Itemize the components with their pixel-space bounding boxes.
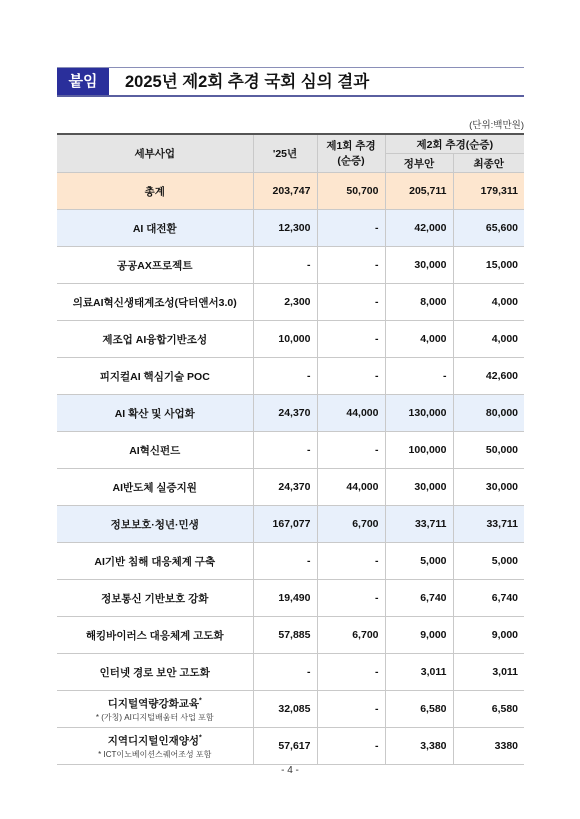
cell-y25: 167,077 — [253, 506, 317, 543]
row-name-cell — [57, 395, 253, 432]
title-bar — [57, 67, 524, 97]
cell-first: - — [317, 432, 385, 469]
cell-first: - — [317, 284, 385, 321]
table-row — [57, 543, 524, 580]
cell-gov: 205,711 — [385, 173, 453, 210]
cell-y25: - — [253, 247, 317, 284]
row-name-cell — [57, 691, 253, 728]
cell-first: - — [317, 728, 385, 765]
row-name: 공공AX프로젝트 — [117, 259, 193, 272]
cell-final: 15,000 — [453, 247, 524, 284]
cell-y25: 10,000 — [253, 321, 317, 358]
cell-gov: 5,000 — [385, 543, 453, 580]
table-body — [57, 173, 524, 765]
cell-y25: 203,747 — [253, 173, 317, 210]
cell-final: 6,580 — [453, 691, 524, 728]
row-footnote-mark: * — [199, 697, 202, 704]
cell-gov: 33,711 — [385, 506, 453, 543]
row-name-cell — [57, 432, 253, 469]
table-row — [57, 247, 524, 284]
cell-final: 65,600 — [453, 210, 524, 247]
row-name: 의료AI혁신생태계조성(닥터앤서3.0) — [72, 296, 237, 309]
budget-table — [57, 133, 524, 765]
row-name-cell — [57, 654, 253, 691]
cell-first: 6,700 — [317, 617, 385, 654]
row-name-cell — [57, 617, 253, 654]
cell-first: - — [317, 247, 385, 284]
table-row — [57, 691, 524, 728]
cell-final: 30,000 — [453, 469, 524, 506]
cell-final: 3,011 — [453, 654, 524, 691]
table-row — [57, 173, 524, 210]
row-name: 총계 — [144, 185, 165, 198]
title-bottom-rule — [57, 95, 524, 97]
cell-y25: - — [253, 654, 317, 691]
row-name-cell — [57, 284, 253, 321]
table-row — [57, 321, 524, 358]
row-name: AI 확산 및 사업화 — [114, 407, 195, 420]
cell-final: 42,600 — [453, 358, 524, 395]
row-footnote-mark: * — [199, 734, 202, 741]
cell-first: - — [317, 543, 385, 580]
row-name-cell — [57, 469, 253, 506]
cell-first: - — [317, 321, 385, 358]
row-name-cell — [57, 358, 253, 395]
row-name-cell — [57, 210, 253, 247]
row-name-cell — [57, 728, 253, 765]
table-row — [57, 580, 524, 617]
row-note: * (가칭) AI디지털배움터 사업 포함 — [95, 712, 214, 722]
cell-y25: - — [253, 432, 317, 469]
row-name: 정보보호·청년·민생 — [110, 518, 199, 531]
cell-y25: - — [253, 358, 317, 395]
cell-final: 5,000 — [453, 543, 524, 580]
table-row — [57, 728, 524, 765]
table-row — [57, 395, 524, 432]
cell-gov: - — [385, 358, 453, 395]
page-number: - 4 - — [281, 765, 299, 776]
header-second-supplementary: 제2회 추경(순증) — [385, 134, 524, 154]
cell-final: 9,000 — [453, 617, 524, 654]
page-title: 2025년 제2회 추경 국회 심의 결과 — [125, 73, 370, 91]
cell-first: - — [317, 654, 385, 691]
cell-y25: - — [253, 543, 317, 580]
cell-y25: 24,370 — [253, 469, 317, 506]
cell-y25: 57,885 — [253, 617, 317, 654]
row-note: * ICT이노베이션스퀘어조성 포함 — [98, 749, 212, 759]
table-row — [57, 469, 524, 506]
cell-gov: 30,000 — [385, 469, 453, 506]
cell-y25: 24,370 — [253, 395, 317, 432]
cell-y25: 12,300 — [253, 210, 317, 247]
row-name: 피지컬AI 핵심기술 POC — [99, 370, 210, 383]
cell-gov: 42,000 — [385, 210, 453, 247]
header-final: 최종안 — [453, 154, 524, 173]
cell-first: - — [317, 691, 385, 728]
row-name: 인터넷 경로 보안 고도화 — [99, 666, 210, 679]
cell-y25: 2,300 — [253, 284, 317, 321]
cell-y25: 57,617 — [253, 728, 317, 765]
cell-final: 3380 — [453, 728, 524, 765]
row-name: AI혁신펀드 — [129, 444, 181, 457]
header-government-proposal: 정부안 — [385, 154, 453, 173]
header-first-supplementary: 제1회 추경 (순증) — [317, 134, 385, 173]
table-row — [57, 617, 524, 654]
row-name: 정보통신 기반보호 강화 — [101, 592, 209, 605]
cell-final: 80,000 — [453, 395, 524, 432]
row-name: 지역디지털인재양성 — [107, 734, 200, 747]
cell-first: - — [317, 580, 385, 617]
table-row — [57, 506, 524, 543]
cell-final: 33,711 — [453, 506, 524, 543]
table-row — [57, 654, 524, 691]
header-2025: '25년 — [253, 134, 317, 173]
row-name-cell — [57, 321, 253, 358]
cell-gov: 30,000 — [385, 247, 453, 284]
cell-first: 6,700 — [317, 506, 385, 543]
cell-gov: 130,000 — [385, 395, 453, 432]
table-row — [57, 210, 524, 247]
cell-gov: 100,000 — [385, 432, 453, 469]
header-item: 세부사업 — [57, 134, 253, 173]
cell-final: 50,000 — [453, 432, 524, 469]
cell-gov: 8,000 — [385, 284, 453, 321]
cell-gov: 6,740 — [385, 580, 453, 617]
unit-label: (단위:백만원) — [469, 120, 524, 131]
cell-gov: 3,011 — [385, 654, 453, 691]
cell-gov: 9,000 — [385, 617, 453, 654]
cell-gov: 3,380 — [385, 728, 453, 765]
cell-final: 4,000 — [453, 284, 524, 321]
row-name: 제조업 AI융합기반조성 — [102, 333, 208, 346]
cell-gov: 4,000 — [385, 321, 453, 358]
row-name-cell — [57, 543, 253, 580]
cell-first: 44,000 — [317, 469, 385, 506]
table-row — [57, 284, 524, 321]
row-name-cell — [57, 506, 253, 543]
cell-final: 4,000 — [453, 321, 524, 358]
row-name-cell — [57, 580, 253, 617]
row-name: 해킹바이러스 대응체계 고도화 — [85, 629, 224, 642]
cell-first: - — [317, 358, 385, 395]
row-name-cell — [57, 247, 253, 284]
table-row — [57, 358, 524, 395]
row-name-cell — [57, 173, 253, 210]
cell-first: 50,700 — [317, 173, 385, 210]
cell-first: - — [317, 210, 385, 247]
table-row — [57, 432, 524, 469]
row-name: 디지털역량강화교육 — [107, 697, 200, 710]
cell-gov: 6,580 — [385, 691, 453, 728]
title-top-rule — [57, 67, 524, 68]
row-name: AI기반 침해 대응체계 구축 — [94, 555, 216, 568]
cell-first: 44,000 — [317, 395, 385, 432]
row-name: AI반도체 실증지원 — [112, 481, 197, 494]
row-name: AI 대전환 — [132, 222, 177, 235]
cell-y25: 32,085 — [253, 691, 317, 728]
cell-final: 6,740 — [453, 580, 524, 617]
appendix-badge: 붙임 — [57, 68, 109, 95]
cell-final: 179,311 — [453, 173, 524, 210]
cell-y25: 19,490 — [253, 580, 317, 617]
